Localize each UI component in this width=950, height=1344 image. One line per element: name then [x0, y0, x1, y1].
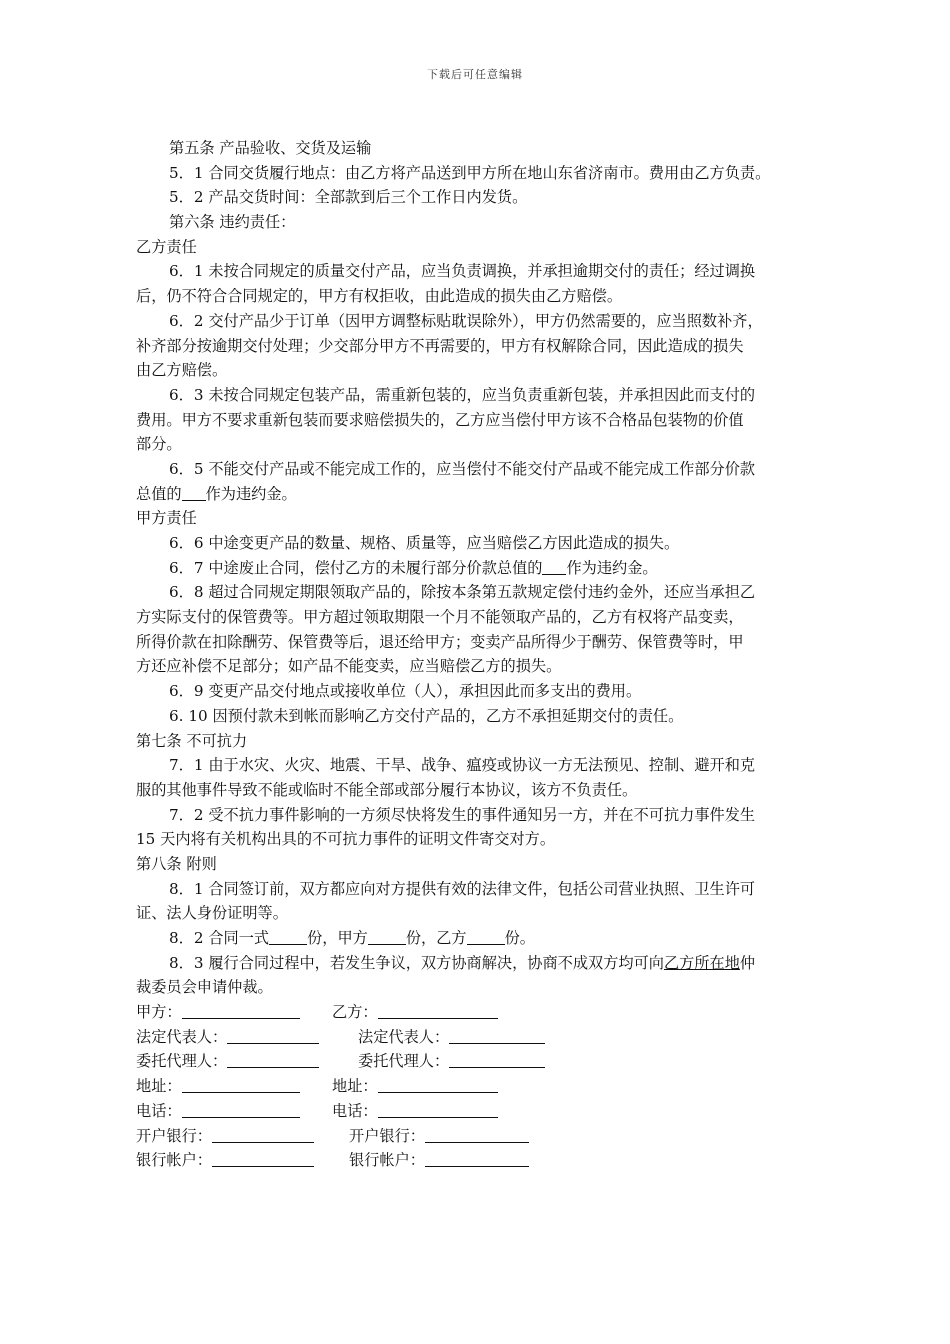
paragraph-line	[136, 556, 822, 581]
line-text: 6．5 不能交付产品或不能完成工作的，应当偿付不能交付产品或不能完成工作部分价款	[169, 459, 756, 478]
signature-label: 地址：	[136, 1077, 182, 1096]
paragraph-line	[136, 408, 822, 433]
line-text: 方还应补偿不足部分；如产品不能变卖，应当赔偿乙方的损失。	[136, 657, 562, 676]
line-text: 6．8 超过合同规定期限领取产品的，除按本条第五款规定偿付违约金外，还应当承担乙	[169, 583, 756, 602]
signature-label: 银行帐户：	[136, 1151, 212, 1170]
line-text: 15 天内将有关机构出具的不可抗力事件的证明文件寄交对方。	[136, 830, 556, 849]
copies-line	[136, 926, 822, 951]
line-text: 方实际支付的保管费等。甲方超过领取期限一个月不能领取产品的，乙方有权将产品变卖，	[136, 608, 744, 627]
arbitration-line	[136, 951, 822, 976]
fill-in-blank[interactable]	[212, 1151, 314, 1167]
signature-label: 法定代表人：	[358, 1027, 450, 1046]
line-text: 5．1 合同交货履行地点：由乙方将产品送到甲方所在地山东省济南市。费用由乙方负责。	[169, 163, 771, 182]
line-text: 6．6 中途变更产品的数量、规格、质量等，应当赔偿乙方因此造成的损失。	[169, 534, 680, 552]
paragraph-line	[136, 432, 822, 457]
paragraph-line	[136, 679, 822, 704]
signature-left	[136, 1099, 300, 1124]
fill-in-blank[interactable]	[467, 929, 505, 945]
signature-label: 委托代理人：	[136, 1052, 228, 1071]
fill-in-blank[interactable]	[425, 1127, 529, 1143]
paragraph-line	[136, 654, 822, 679]
line-text: 7．1 由于水灾、火灾、地震、干旱、战争、瘟疫或协议一方无法预见、控制、避开和克	[169, 756, 756, 775]
signature-left	[136, 1025, 319, 1050]
line-text: 8．1 合同签订前，双方都应向对方提供有效的法律文件，包括公司营业执照、卫生许可	[169, 879, 756, 898]
arbitration-venue: 乙方所在地	[663, 953, 740, 972]
paragraph-line	[136, 136, 822, 161]
fill-in-blank[interactable]	[378, 1102, 498, 1118]
arbitration-line-2: 裁委员会申请仲裁。	[136, 978, 273, 997]
signature-right	[349, 1148, 529, 1173]
line-text: 6．1 未按合同规定的质量交付产品，应当负责调换，并承担逾期交付的责任；经过调换	[169, 262, 756, 281]
signature-row	[136, 1074, 822, 1099]
copies-prefix: 8．2 合同一式	[169, 929, 270, 947]
paragraph-line	[136, 383, 822, 408]
paragraph-line	[136, 630, 822, 655]
line-text: 6．7 中途废止合同，偿付乙方的未履行部分价款总值的	[169, 558, 543, 577]
line-text: 第五条 产品验收、交货及运输	[169, 139, 372, 157]
line-text: 部分。	[136, 435, 182, 454]
signature-label: 开户银行：	[136, 1126, 212, 1145]
paragraph-line	[136, 753, 822, 778]
paragraph-line	[136, 531, 822, 556]
signature-right	[332, 1099, 498, 1124]
fill-in-blank[interactable]	[182, 1077, 300, 1093]
signature-row	[136, 1025, 822, 1050]
paragraph-line	[136, 877, 822, 902]
paragraph-line	[136, 901, 822, 926]
paragraph-line	[136, 729, 822, 754]
line-text: 6．9 变更产品交付地点或接收单位（人），承担因此而多支出的费用。	[169, 682, 642, 701]
fill-in-blank[interactable]	[269, 929, 307, 945]
fill-in-blank[interactable]	[449, 1028, 545, 1044]
signature-right	[358, 1025, 545, 1050]
fill-in-blank[interactable]	[182, 1102, 300, 1118]
contract-body	[136, 136, 822, 1173]
fill-in-blank[interactable]	[368, 929, 406, 945]
paragraph-line	[136, 803, 822, 828]
paragraph-line	[136, 284, 822, 309]
fill-in-blank[interactable]	[378, 1003, 498, 1019]
signature-label: 法定代表人：	[136, 1027, 228, 1046]
page-header: 下载后可任意编辑	[427, 68, 523, 81]
signature-left	[136, 1000, 300, 1025]
fill-in-blank[interactable]	[378, 1077, 498, 1093]
line-text: 补齐部分按逾期交付处理；少交部分甲方不再需要的，甲方有权解除合同，因此造成的损失	[136, 336, 744, 355]
signature-row	[136, 1049, 822, 1074]
line-text: 后，仍不符合合同规定的，甲方有权拒收，由此造成的损失由乙方赔偿。	[136, 287, 622, 306]
line-text: 第六条 违约责任：	[169, 213, 296, 232]
line-text: 6．2 交付产品少于订单（因甲方调整标贴耽误除外），甲方仍然需要的，应当照数补齐，	[169, 311, 763, 330]
signature-row	[136, 1148, 822, 1173]
fill-in-blank[interactable]	[212, 1127, 314, 1143]
line-text: 5．2 产品交货时间：全部款到后三个工作日内发货。	[169, 188, 528, 207]
signature-row	[136, 1124, 822, 1149]
paragraph-line	[136, 482, 822, 507]
paragraph-line	[136, 457, 822, 482]
line-text-after: 作为违约金。	[566, 558, 658, 577]
signature-label: 银行帐户：	[349, 1151, 425, 1170]
signature-label: 开户银行：	[349, 1126, 425, 1145]
paragraph-line	[136, 778, 822, 803]
fill-in-blank[interactable]	[425, 1151, 529, 1167]
paragraph-line	[136, 309, 822, 334]
arbitration-text: 8．3 履行合同过程中，若发生争议，双方协商解决，协商不成双方均可向	[169, 953, 664, 972]
signature-right	[332, 1074, 498, 1099]
signature-right	[349, 1124, 529, 1149]
fill-in-blank[interactable]	[227, 1052, 319, 1068]
paragraph-line	[136, 605, 822, 630]
arbitration-text-end: 仲	[739, 953, 756, 972]
signature-left	[136, 1148, 314, 1173]
copies-end: 份。	[504, 929, 535, 947]
signature-right	[332, 1000, 498, 1025]
paragraph-line	[136, 852, 822, 877]
line-text: 费用。甲方不要求重新包装而要求赔偿损失的，乙方应当偿付甲方该不合格品包装物的价值	[136, 410, 744, 429]
fill-in-blank[interactable]	[449, 1052, 545, 1068]
fill-in-blank[interactable]	[227, 1028, 319, 1044]
signature-row	[136, 1000, 822, 1025]
copies-party-a: 份，甲方	[307, 929, 368, 947]
paragraph-line	[136, 506, 822, 531]
signature-left	[136, 1074, 300, 1099]
line-text: 服的其他事件导致不能或临时不能全部或部分履行本协议，该方不负责任。	[136, 780, 638, 799]
paragraph-line	[136, 334, 822, 359]
paragraph-line	[136, 235, 822, 260]
line-text: 所得价款在扣除酬劳、保管费等后，退还给甲方；变卖产品所得少于酬劳、保管费等时，甲	[136, 632, 744, 651]
paragraph-line	[136, 210, 822, 235]
copies-party-b: 份，乙方	[405, 929, 467, 947]
line-text: 第七条 不可抗力	[136, 731, 248, 750]
signature-label: 电话：	[332, 1101, 378, 1120]
paragraph-line	[136, 704, 822, 729]
signature-row	[136, 1099, 822, 1124]
signature-label: 地址：	[332, 1077, 378, 1096]
paragraph-line	[136, 161, 822, 186]
line-text: 7．2 受不抗力事件影响的一方须尽快将发生的事件通知另一方，并在不可抗力事件发生	[169, 805, 756, 824]
signature-label: 委托代理人：	[358, 1052, 450, 1071]
paragraph-line	[136, 259, 822, 284]
signature-label: 电话：	[136, 1101, 182, 1120]
line-text-after: 作为违约金。	[205, 484, 297, 503]
line-text: 总值的	[136, 484, 182, 503]
signature-left	[136, 1124, 314, 1149]
fill-in-blank[interactable]	[182, 485, 206, 501]
signature-left	[136, 1049, 319, 1074]
line-text: 第八条 附则	[136, 854, 217, 873]
fill-in-blank[interactable]	[182, 1003, 300, 1019]
paragraph-line	[136, 185, 822, 210]
line-text: 证、法人身份证明等。	[136, 904, 288, 923]
line-text: 甲方责任	[136, 509, 197, 528]
line-text: 6. 10 因预付款未到帐而影响乙方交付产品的，乙方不承担延期交付的责任。	[169, 706, 684, 725]
line-text: 6．3 未按合同规定包装产品，需重新包装的，应当负责重新包装，并承担因此而支付的	[169, 385, 756, 404]
fill-in-blank[interactable]	[542, 559, 566, 575]
paragraph-line	[136, 358, 822, 383]
signature-right	[358, 1049, 545, 1074]
line-text: 由乙方赔偿。	[136, 361, 228, 380]
paragraph-line	[136, 580, 822, 605]
paragraph-line	[136, 827, 822, 852]
signature-label: 乙方：	[332, 1003, 378, 1022]
signature-label: 甲方：	[136, 1003, 182, 1022]
line-text: 乙方责任	[136, 237, 197, 256]
